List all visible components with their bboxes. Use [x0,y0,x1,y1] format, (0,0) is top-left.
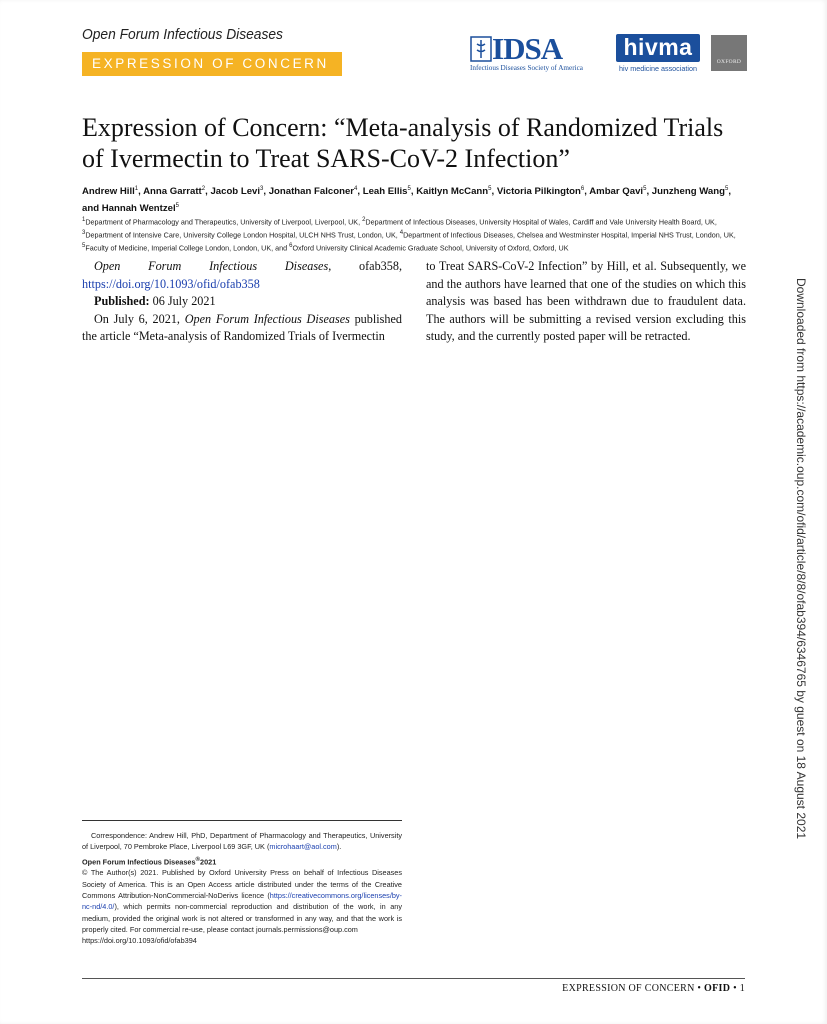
body-paragraph-continued: to Treat SARS-CoV-2 Infection” by Hill, et al. Subsequently, we and the authors have learned that one of the studies on which this analysis was based has been withdrawn due to fraudulent data. The authors will be submitting a revised version excluding this study, and the currently posted paper will be retracted. [426,259,746,343]
idsa-emblem-icon [470,36,492,62]
hivma-subtitle: hiv medicine association [619,64,697,73]
citation-doi-link[interactable]: https://doi.org/10.1093/ofid/ofab358 [82,276,260,291]
article-title: Expression of Concern: “Meta-analysis of Randomized Trials of Ivermectin to Treat SARS-CoV-2 Infection” [82,113,724,173]
correspondence: Correspondence: Andrew Hill, PhD, Department of Pharmacology and Therapeutics, University of Liverpool, 70 Pembroke Place, Liverpool L69 3GF, UK (microhaart@aol.com). [82,831,402,852]
author: Kaitlyn McCann$^5$ [416,186,492,198]
author: Andrew Hill$^1$ [82,186,139,198]
footer-divider [82,978,745,979]
hivma-logo[interactable] [616,34,700,73]
published-line: Published: 06 July 2021 [94,294,216,308]
author: Leah Ellis$^5$ [362,186,411,198]
idsa-subtitle: Infectious Diseases Society of America [470,64,583,72]
download-watermark: Downloaded from https://academic.oup.com/ofid/article/8/8/ofab394/6346765 by guest on 18 August 2021 [794,278,808,840]
correspondence-email-link[interactable]: microhaart@aol.com [269,842,337,852]
idsa-wordmark: IDSA [492,31,563,66]
affiliations: $^1$Department of Pharmacology and Therapeutics, University of Liverpool, Liverpool, UK, $^2$Department of Infectious Diseases, University Hospital of Wales, Cardiff and Vale University Health Board, UK, $^3$Department of Intensive Care, University College London Hospital, ULCH NHS Trust, London, UK, $^4$Department of Infectious Diseases, Chelsea and Westminster Hospital, Imperial NHS Trust, London, UK, $^5$Faculty of Medicine, Imperial College London, London, UK, and $^6$Oxford University Clinical Academic Graduate School, University of Oxford, Oxford, UK [82,217,736,253]
body-paragraph: On July 6, 2021, Open Forum Infectious Diseases published the article “Meta-analysis of Randomized Trials of Ivermectin [82,311,402,343]
running-footer: EXPRESSION OF CONCERN • OFID • 1 [562,983,745,994]
footnote [82,830,402,946]
citation: Open Forum Infectious Diseases, ofab358, https://doi.org/10.1093/ofid/ofab358 [82,259,402,291]
author: Anna Garratt$^2$ [143,186,206,198]
body-column-left [82,258,402,346]
idsa-logo[interactable] [468,31,608,74]
page-number: 1 [739,983,745,994]
author: Hannah Wentzel$^5$ [101,203,179,215]
author-list: Andrew Hill$^1$, Anna Garratt$^2$, Jacob Levi$^3$, Jonathan Falconer$^4$, Leah Ellis$^5$, Kaitlyn McCann$^5$, Victoria Pilkington$^6$, Ambar Qavi$^5$, Junzheng Wang$^5$, and Hannah Wentzel$^5$ [82,186,731,215]
publisher-logos [468,31,748,74]
hivma-wordmark: hivma [616,34,700,62]
author: Junzheng Wang$^5$ [651,186,729,198]
article-doi[interactable]: https://doi.org/10.1093/ofid/ofab394 [82,936,197,946]
license-link[interactable]: https://creativecommons.org/licenses/by-nc-nd/4.0/ [82,890,402,912]
copyright-text: © The Author(s) 2021. Published by Oxford University Press on behalf of Infectious Diseases Society of America. This is an Open Access article distributed under the terms of the Creative Commons Attribution-NonCommercial-NoDerivs licence (https://creativecommons.org/licenses/by-nc-nd/4.0/), which permits non-commercial reproduction and distribution of the work, in any medium, provided the original work is not altered or transformed in any way, and that the work is properly cited. For commercial re-use, please contact journals.permissions@oup.com [82,868,402,934]
article-type-banner: EXPRESSION OF CONCERN [82,52,342,76]
author: Jacob Levi$^3$ [210,186,264,198]
author: Victoria Pilkington$^6$ [496,186,585,198]
author: Jonathan Falconer$^4$ [268,186,358,198]
author: Ambar Qavi$^5$ [589,186,647,198]
journal-copyright-line: Open Forum Infectious Diseases®2021 [82,855,217,867]
footnote-divider [82,820,402,821]
body-column-right [426,258,746,346]
oxford-logo[interactable]: OXFORD [711,35,747,71]
journal-name: Open Forum Infectious Diseases [82,26,283,43]
